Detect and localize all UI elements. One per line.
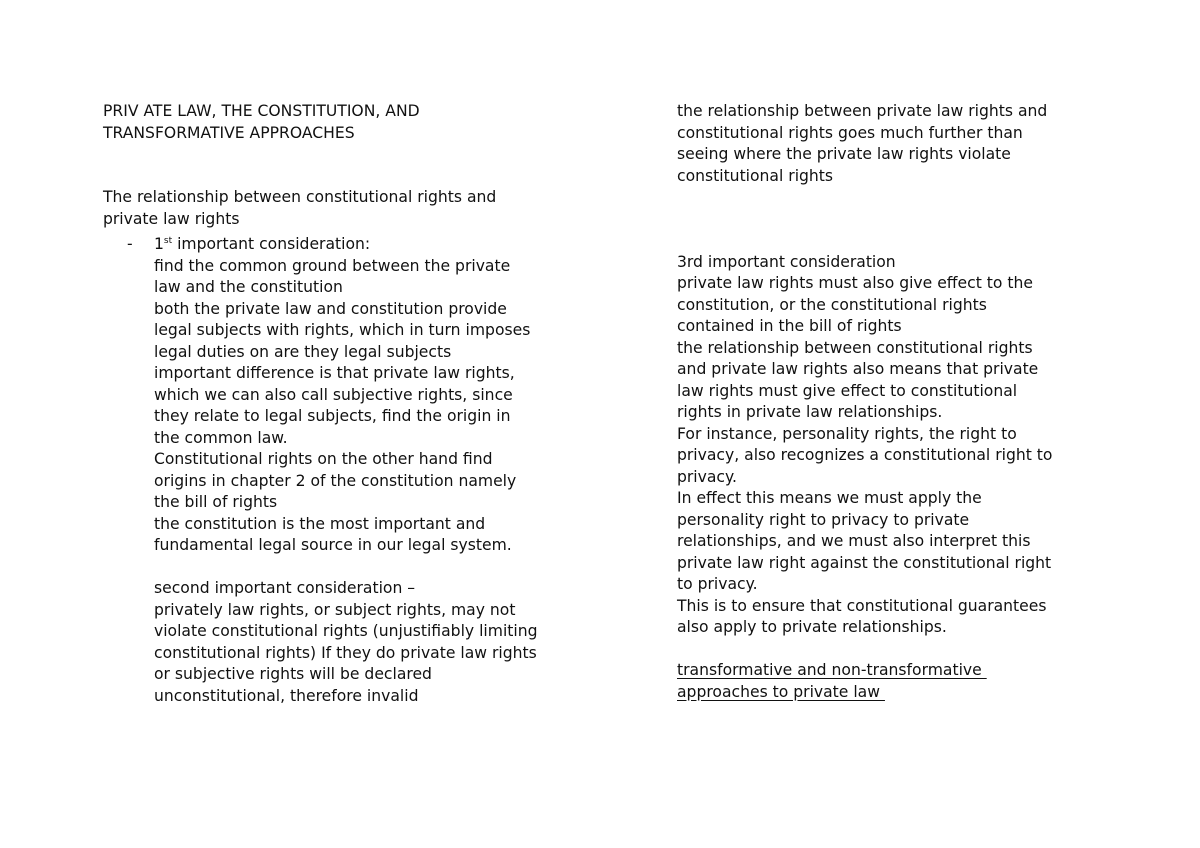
intro-paragraph — [677, 101, 1107, 187]
body-line: privacy. — [677, 467, 737, 486]
body-line: law rights must give effect to constitutional — [677, 381, 1018, 400]
first-consideration-heading — [154, 234, 583, 256]
section-heading — [103, 187, 583, 230]
ordinal-suffix: st — [163, 236, 173, 246]
body-line: constitution, or the constitutional rights — [677, 295, 987, 314]
body-line: In effect this means we must apply the — [677, 489, 982, 507]
body-line: private law right against the constitutional right — [677, 553, 1052, 572]
body-line: and private law rights also means that private — [677, 360, 1039, 378]
bullet-list-item — [103, 234, 583, 707]
body-line: rights in private law relationships. — [677, 403, 943, 421]
body-line: legal subjects with rights, which in turn imposes — [154, 321, 531, 339]
body-line: contained in the bill of rights — [677, 317, 902, 335]
body-line: the bill of rights — [154, 493, 278, 511]
second-consideration — [154, 578, 583, 707]
body-line: constitutional rights — [677, 166, 834, 185]
body-line: private law rights must also give effect to the — [677, 274, 1033, 292]
third-consideration-heading: 3rd important consideration — [677, 252, 896, 271]
body-line: or subjective rights will be declared — [154, 665, 432, 683]
underlined-section-heading — [677, 660, 1107, 703]
body-line: they relate to legal subjects, find the origin in — [154, 407, 511, 425]
body-line: the constitution is the most important and — [154, 514, 486, 533]
first-consideration-body — [154, 256, 583, 557]
third-consideration — [677, 252, 1107, 639]
second-consideration-heading: second important consideration – — [154, 579, 416, 597]
body-line: which we can also call subjective rights, since — [154, 385, 513, 404]
body-line: seeing where the private law rights violate — [677, 145, 1011, 163]
underlined-heading-line: approaches to private law — [677, 682, 885, 701]
body-line: relationships, and we must also interpret this — [677, 532, 1031, 550]
body-line: law and the constitution — [154, 278, 343, 296]
body-line: For instance, personality rights, the right to — [677, 424, 1017, 443]
body-line: personality right to privacy to private — [677, 510, 970, 529]
body-line: constitutional rights) If they do private law rights — [154, 643, 537, 662]
body-line: This is to ensure that constitutional guarantees — [677, 596, 1047, 615]
body-line: violate constitutional rights (unjustifiably limiting — [154, 622, 538, 640]
body-line: find the common ground between the private — [154, 256, 511, 275]
consideration-number: 1 — [154, 235, 164, 253]
body-line: both the private law and constitution provide — [154, 299, 507, 318]
heading-line: private law rights — [103, 209, 240, 228]
body-line: fundamental legal source in our legal system. — [154, 536, 512, 554]
body-line: origins in chapter 2 of the constitution namely — [154, 471, 517, 490]
consideration-label: important consideration: — [172, 235, 371, 253]
body-line: constitutional rights goes much further than — [677, 123, 1023, 142]
body-line: Constitutional rights on the other hand find — [154, 450, 493, 468]
title-line: TRANSFORMATIVE APPROACHES — [103, 123, 355, 142]
body-line: the relationship between constitutional rights — [677, 338, 1033, 357]
body-line: to privacy. — [677, 575, 758, 593]
title-line: PRIV ATE LAW, THE CONSTITUTION, AND — [103, 102, 420, 120]
underlined-heading-line: transformative and non-transformative — [677, 661, 987, 679]
body-line: the relationship between private law rights and — [677, 102, 1048, 120]
body-line: unconstitutional, therefore invalid — [154, 686, 419, 705]
body-line: legal duties on are they legal subjects — [154, 342, 452, 361]
body-line: also apply to private relationships. — [677, 618, 947, 636]
body-line: the common law. — [154, 428, 288, 447]
heading-line: The relationship between constitutional rights and — [103, 188, 497, 206]
left-column — [103, 101, 583, 707]
body-line: privacy, also recognizes a constitutional right to — [677, 446, 1053, 464]
body-line: privately law rights, or subject rights, may not — [154, 600, 516, 619]
right-column — [677, 101, 1107, 703]
bullet-dash: - — [127, 235, 133, 253]
body-line: important difference is that private law rights, — [154, 364, 515, 382]
document-title — [103, 101, 583, 144]
